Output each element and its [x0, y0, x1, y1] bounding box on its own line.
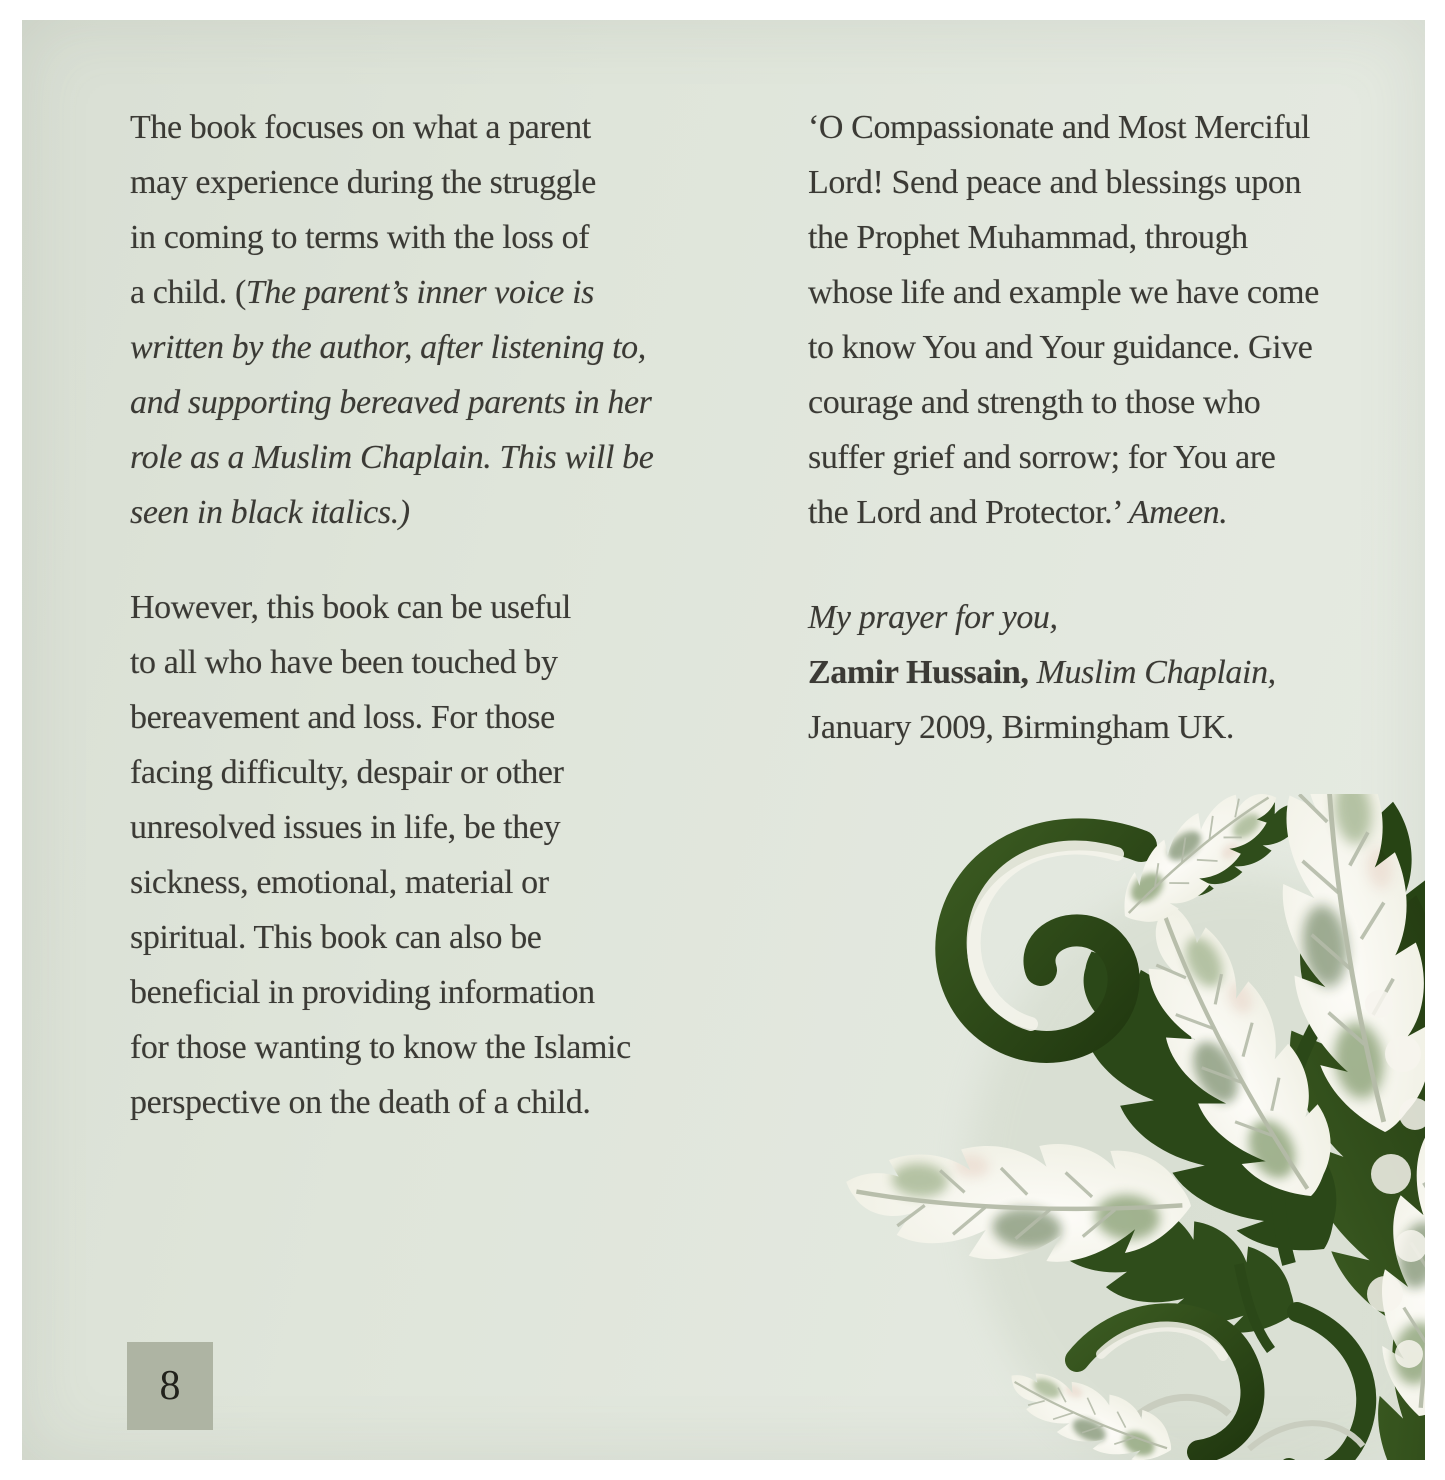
- text-line: [130, 855, 750, 910]
- text-line: [130, 430, 750, 485]
- floral-damask-ornament-icon: [819, 794, 1425, 1460]
- text-run: spiritual. This book can also be: [130, 919, 542, 956]
- text-line: [130, 635, 750, 690]
- text-line: [130, 320, 750, 375]
- text-line: [130, 965, 750, 1020]
- text-line: [130, 1020, 750, 1075]
- text-run: suffer grief and sorrow; for You are: [808, 439, 1276, 476]
- text-run: beneficial in providing information: [130, 974, 595, 1011]
- text-run: a child. (: [130, 274, 246, 311]
- paragraph-book-usefulness: [130, 580, 750, 1130]
- text-run: role as a Muslim Chaplain. This will be: [130, 439, 654, 476]
- text-run: Ameen.: [1128, 494, 1228, 531]
- text-run: ‘O Compassionate and Most Merciful: [808, 109, 1310, 146]
- paragraph-prayer: [808, 100, 1420, 540]
- text-run: Muslim Chaplain,: [1036, 654, 1276, 691]
- text-run: in coming to terms with the loss of: [130, 219, 590, 256]
- paragraph-book-focus: [130, 100, 750, 540]
- text-run: facing difficulty, despair or other: [130, 754, 564, 791]
- text-run: Lord! Send peace and blessings upon: [808, 164, 1302, 201]
- text-line: [808, 700, 1420, 755]
- text-run: may experience during the struggle: [130, 164, 597, 201]
- text-run: and supporting bereaved parents in her: [130, 384, 652, 421]
- text-run: My prayer for you,: [808, 599, 1058, 636]
- text-run: whose life and example we have come: [808, 274, 1319, 311]
- text-run: the Lord and Protector.’: [808, 494, 1129, 531]
- text-line: [808, 430, 1420, 485]
- text-line: [808, 265, 1420, 320]
- text-line: [130, 100, 750, 155]
- text-run: written by the author, after listening to,: [130, 329, 646, 366]
- text-line: [130, 800, 750, 855]
- text-run: for those wanting to know the Islamic: [130, 1029, 631, 1066]
- text-line: [130, 910, 750, 965]
- text-run: courage and strength to those who: [808, 384, 1261, 421]
- text-run: perspective on the death of a child.: [130, 1084, 591, 1121]
- signature-block: [808, 590, 1420, 755]
- text-line: [808, 645, 1420, 700]
- text-line: [808, 375, 1420, 430]
- text-run: bereavement and loss. For those: [130, 699, 555, 736]
- text-line: [808, 485, 1420, 540]
- text-run: the Prophet Muhammad, through: [808, 219, 1248, 256]
- text-line: [130, 155, 750, 210]
- text-run: January 2009, Birmingham UK.: [808, 709, 1235, 746]
- text-run: Zamir Hussain,: [808, 654, 1029, 691]
- text-line: [808, 210, 1420, 265]
- text-line: [808, 100, 1420, 155]
- text-line: [130, 580, 750, 635]
- text-line: [130, 375, 750, 430]
- text-line: [130, 745, 750, 800]
- text-run: However, this book can be useful: [130, 589, 571, 626]
- text-line: [130, 1075, 750, 1130]
- text-line: [130, 265, 750, 320]
- page-number-box: [127, 1342, 213, 1430]
- text-line: [130, 690, 750, 745]
- text-line: [808, 320, 1420, 375]
- text-run: sickness, emotional, material or: [130, 864, 549, 901]
- text-run: seen in black italics.): [130, 494, 410, 531]
- text-run: to know You and Your guidance. Give: [808, 329, 1313, 366]
- text-line: [808, 590, 1420, 645]
- page-number: 8: [159, 1363, 181, 1409]
- text-run: unresolved issues in life, be they: [130, 809, 561, 846]
- right-column: [808, 100, 1420, 755]
- book-page: [22, 20, 1425, 1460]
- text-run: The parent’s inner voice is: [245, 274, 594, 311]
- left-column: [130, 100, 750, 1130]
- text-run: The book focuses on what a parent: [130, 109, 591, 146]
- text-line: [808, 155, 1420, 210]
- text-run: [1029, 654, 1037, 691]
- text-line: [130, 210, 750, 265]
- text-run: to all who have been touched by: [130, 644, 558, 681]
- text-line: [130, 485, 750, 540]
